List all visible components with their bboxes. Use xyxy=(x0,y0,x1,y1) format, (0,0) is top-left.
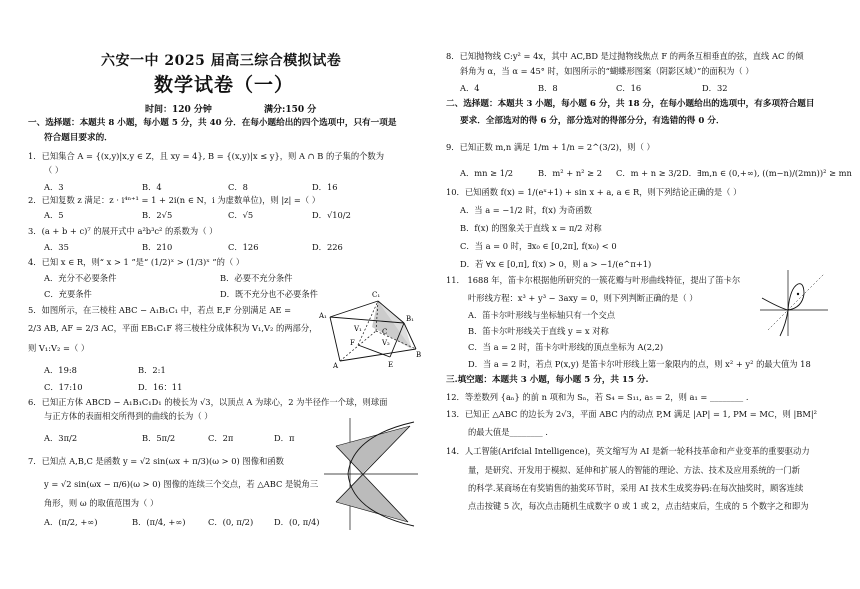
question-7-line-1: 7．已知点 A,B,C 是函数 y = √2 sin(ωx + π/3)(ω > 0) 图像和函数 xyxy=(28,456,284,466)
exam-title: 六安一中 2025 届高三综合模拟试卷 xyxy=(101,53,342,69)
question-2-stem: 2．已知复数 z 满足：z · i⁴ⁿ⁺¹ = 1 + 2i(n ∈ N，i 为虚数单位)，则 |z| =（ ） xyxy=(28,195,321,205)
question-3-option-a: A．35 xyxy=(44,242,69,252)
folium-figure xyxy=(758,268,830,338)
prism-label-f: F xyxy=(350,339,355,347)
question-10-option-d: D．若 ∀x ∈ [0,π], f(x) > 0，则 a > −1/(e^π+1) xyxy=(460,259,652,269)
question-14-line-2: 量，是研究、开发用于模拟、延伸和扩展人的智能的理论、方法、技术及应用系统的一门新 xyxy=(468,465,800,475)
prism-label-b1: B₁ xyxy=(406,315,414,323)
question-11-line-2: 叶形线方程：x³ + y³ − 3axy = 0，则下列判断正确的是（ ） xyxy=(468,293,698,303)
question-9-option-b: B．m² + n² ≥ 2 xyxy=(538,168,602,178)
butterfly-figure xyxy=(322,416,420,532)
question-11-option-a: A．笛卡尔叶形线与坐标轴只有一个交点 xyxy=(468,310,616,320)
question-5-line-2: 2/3 AB, AF = 2/3 AC，平面 EB₁C₁F 将三棱柱分成体积为 V₁,V₂ 的两部分， xyxy=(28,323,318,333)
question-9-option-a: A．mn ≥ 1/2 xyxy=(460,168,514,178)
question-5-line-1: 5．如图所示，在三棱柱 ABC − A₁B₁C₁ 中，若点 E,F 分别满足 AE = xyxy=(28,305,292,315)
question-6-option-b: B．5π/2 xyxy=(142,433,176,443)
question-3-option-b: B．210 xyxy=(142,242,173,252)
question-4-option-b: B．必要不充分条件 xyxy=(220,273,293,283)
exam-score: 满分:150 分 xyxy=(264,105,317,115)
prism-label-b: B xyxy=(416,351,422,359)
question-2-option-a: A．5 xyxy=(44,210,64,220)
prism-label-a: A xyxy=(333,362,339,369)
question-10-option-a: A．当 a = −1/2 时，f(x) 为奇函数 xyxy=(460,205,592,215)
question-11-line-1: 11． 1688 年，笛卡尔根据他所研究的一簇花瓣与叶形曲线特征，提出了笛卡尔 xyxy=(446,275,741,285)
question-10-option-c: C．当 a = 0 时，∃x₀ ∈ [0,2π], f(x₀) < 0 xyxy=(460,241,617,251)
section-3-heading: 三.填空题：本题共 3 小题，每小题 5 分，共 15 分. xyxy=(446,375,649,385)
question-9-option-d: D．∃m,n ∈ (0,+∞), ((m−n)/(2mn))² ≥ mn xyxy=(682,168,852,178)
question-2-option-c: C．√5 xyxy=(228,210,254,220)
question-5-option-c: C．17:10 xyxy=(44,382,83,392)
section-2-heading: 二、选择题：本题共 3 小题，每小题 6 分，共 18 分，在每小题给出的选项中，有多项符合题目 xyxy=(446,99,815,109)
exam-subtitle: 数学试卷（一） xyxy=(154,74,295,96)
section-2-heading-cont: 要求．全部选对的得 6 分，部分选对的得部分分，有选错的得 0 分． xyxy=(460,116,725,126)
question-6-line-2: 与正方体的表面相交所得到的曲线的长为（ ） xyxy=(44,411,213,421)
question-11-option-b: B．笛卡尔叶形线关于直线 y = x 对称 xyxy=(468,326,609,336)
question-5-line-3: 则 V₁:V₂ =（ ） xyxy=(28,343,90,353)
question-3-option-c: C．126 xyxy=(228,242,259,252)
question-8-option-b: B．8 xyxy=(538,83,558,93)
question-9-stem: 9．已知正数 m,n 满足 1/m + 1/n = 2^(3/2)，则（ ） xyxy=(446,142,655,152)
question-13-line-1: 13．已知正 △ABC 的边长为 2√3，平面 ABC 内的动点 P,M 满足 |AP| = 1, PM = MC，则 |BM|² xyxy=(446,409,817,419)
question-14-line-1: 14．人工智能(Arifcial Intelligence)，英文缩写为 AI 是新一轮科技革命和产业变革的重要驱动力 xyxy=(446,446,810,456)
question-2-option-b: B．2√5 xyxy=(142,210,173,220)
prism-label-c1: C₁ xyxy=(372,291,381,299)
prism-figure xyxy=(316,287,422,369)
question-8-option-a: A．4 xyxy=(460,83,480,93)
question-8-line-1: 8．已知抛物线 C:y² = 4x，其中 AC,BD 是过抛物线焦点 F 的两条互相垂直的弦，直线 AC 的倾 xyxy=(446,51,804,61)
question-4-option-a: A．充分不必要条件 xyxy=(44,273,117,283)
prism-label-c: C xyxy=(382,328,388,336)
question-2-option-d: D．√10/2 xyxy=(312,210,351,220)
question-1-paren: （ ） xyxy=(44,165,64,175)
section-1-heading: 一、选择题：本题共 8 小题，每小题 5 分，共 40 分．在每小题给出的四个选项中，只有一项是 xyxy=(28,118,397,128)
question-10-stem: 10．已知函数 f(x) = 1/(eˣ+1) + sin x + a, a ∈ R，则下列结论正确的是（ ） xyxy=(446,187,742,197)
prism-label-v2: V₂ xyxy=(382,339,390,347)
question-6-option-a: A．3π/2 xyxy=(44,433,78,443)
question-7-option-b: B．(π/4, +∞) xyxy=(132,517,186,527)
question-1-option-c: C．8 xyxy=(228,182,248,192)
question-4-option-d: D．既不充分也不必要条件 xyxy=(220,289,318,299)
question-8-option-c: C．16 xyxy=(616,83,642,93)
prism-label-v1: V₁ xyxy=(354,325,362,333)
question-14-line-4: 点击按键 5 次，每次点击随机生成数字 0 或 1 或 2，点击结束后，生成的 5 个数字之和即为 xyxy=(468,501,809,511)
question-7-option-d: D．(0, π/4) xyxy=(274,517,320,527)
question-11-option-d: D．当 a = 2 时，若点 P(x,y) 是笛卡尔叶形线上第一象限内的点，则 x² + y² 的最大值为 18 xyxy=(468,359,811,369)
question-5-option-a: A．19:8 xyxy=(44,365,77,375)
question-8-line-2: 斜角为 α，当 α = 45° 时，如图所示的“蝴蝶形图案（阴影区域）”的面积为（ ） xyxy=(460,66,754,76)
question-4-option-c: C．充要条件 xyxy=(44,289,92,299)
question-1-option-d: D．16 xyxy=(312,182,338,192)
question-13-line-2: 的最大值是________ . xyxy=(468,427,548,437)
prism-label-e: E xyxy=(388,361,394,369)
question-10-option-b: B．f(x) 的图象关于直线 x = π/2 对称 xyxy=(460,223,602,233)
question-5-option-d: D．16：11 xyxy=(138,382,183,392)
question-14-line-3: 的科学.某商场在有奖销售的抽奖环节时，采用 AI 技术生成奖券码:在每次抽奖时，顾客连续 xyxy=(468,483,804,493)
question-3-stem: 3．(a + b + c)⁷ 的展开式中 a²b³c² 的系数为（ ） xyxy=(28,226,218,236)
question-1-stem: 1．已知集合 A = {(x,y)|x,y ∈ Z，且 xy = 4}, B = {(x,y)|x ≤ y}，则 A ∩ B 的子集的个数为 xyxy=(28,151,385,161)
question-7-option-c: C．(0, π/2) xyxy=(208,517,254,527)
question-6-option-d: D．π xyxy=(274,433,295,443)
question-6-line-1: 6．已知正方体 ABCD − A₁B₁C₁D₁ 的棱长为 √3，以顶点 A 为球心，2 为半径作一个球，则球面 xyxy=(28,397,388,407)
question-4-stem: 4．已知 x ∈ R，则“ x > 1 ”是“ (1/2)ˣ > (1/3)ˣ ”的（ ） xyxy=(28,257,245,267)
question-7-line-3: 角形，则 ω 的取值范围为（ ） xyxy=(44,498,159,508)
question-8-option-d: D．32 xyxy=(702,83,728,93)
question-1-option-b: B．4 xyxy=(142,182,162,192)
question-1-option-a: A．3 xyxy=(44,182,64,192)
question-3-option-d: D．226 xyxy=(312,242,343,252)
question-5-option-b: B．2:1 xyxy=(138,365,166,375)
question-6-option-c: C．2π xyxy=(208,433,234,443)
prism-label-a1: A₁ xyxy=(319,312,327,320)
section-1-heading-cont: 符合题目要求的． xyxy=(44,133,113,143)
question-9-option-c: C．m + n ≥ 3/2 xyxy=(616,168,682,178)
exam-time: 时间：120 分钟 xyxy=(145,105,212,115)
question-7-line-2: y = √2 sin(ωx − π/6)(ω > 0) 图像的连续三个交点，若 △ABC 是锐角三 xyxy=(44,479,319,489)
question-12-stem: 12．等差数列 {aₙ} 的前 n 项和为 Sₙ，若 S₄ = S₁₁, a₅ = 2，则 a₁ = ________ . xyxy=(446,392,749,402)
question-7-option-a: A．(π/2, +∞) xyxy=(44,517,98,527)
question-11-option-c: C．当 a = 2 时，笛卡尔叶形线的顶点坐标为 A(2,2) xyxy=(468,342,664,352)
